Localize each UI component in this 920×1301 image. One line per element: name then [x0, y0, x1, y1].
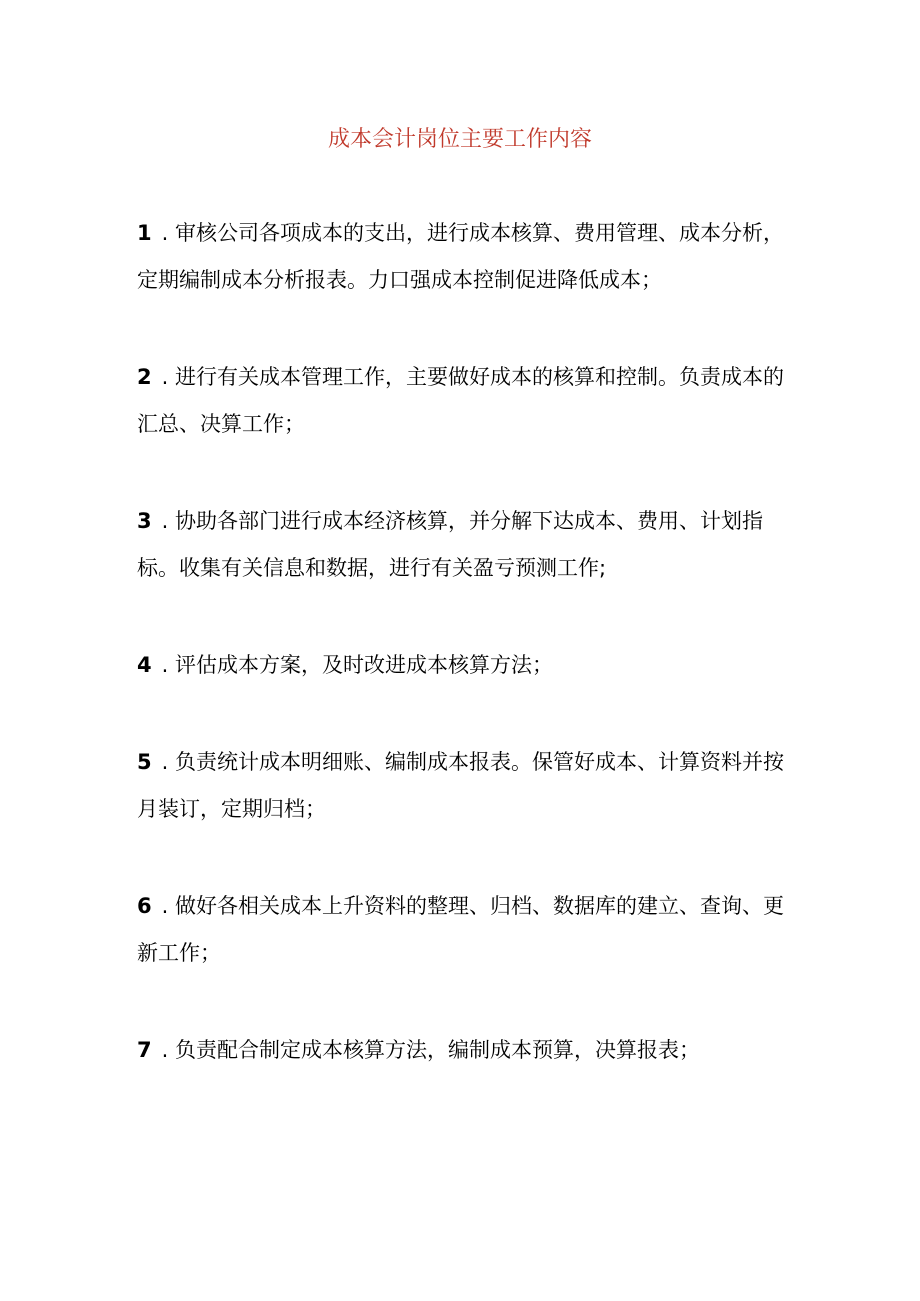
duty-item-6 — [137, 883, 792, 977]
duty-text: . 进行有关成本管理工作，主要做好成本的核算和控制。负责成本的汇总、决算工作； — [137, 365, 784, 436]
duty-number: 7 — [137, 1038, 152, 1062]
duty-number: 3 — [137, 509, 152, 533]
duty-text: . 评估成本方案，及时改进成本核算方法； — [161, 653, 553, 677]
duty-item-3 — [137, 498, 792, 592]
duty-item-5 — [137, 739, 792, 833]
duty-number: 2 — [137, 365, 152, 389]
duty-item-4 — [137, 642, 792, 689]
duty-number: 4 — [137, 653, 152, 677]
duty-text: . 审核公司各项成本的支出，进行成本核算、费用管理、成本分析，定期编制成本分析报表。力口强成本控制促进降低成本； — [137, 221, 784, 292]
duty-text: . 负责配合制定成本核算方法，编制成本预算，决算报表； — [161, 1038, 700, 1062]
duty-list — [137, 210, 792, 1074]
duty-item-1 — [137, 210, 792, 304]
duty-item-2 — [137, 354, 792, 448]
document-title: 成本会计岗位主要工作内容 — [327, 127, 592, 152]
duty-number: 1 — [137, 221, 152, 245]
duty-text: . 协助各部门进行成本经济核算，并分解下达成本、费用、计划指标。收集有关信息和数据，进行有关盈亏预测工作; — [137, 509, 763, 580]
duty-text: . 负责统计成本明细账、编制成本报表。保管好成本、计算资料并按月装订，定期归档； — [137, 750, 784, 821]
duty-number: 6 — [137, 894, 152, 918]
duty-item-7 — [137, 1027, 792, 1074]
duty-number: 5 — [137, 750, 152, 774]
duty-text: . 做好各相关成本上升资料的整理、归档、数据库的建立、查询、更新工作； — [137, 894, 784, 965]
